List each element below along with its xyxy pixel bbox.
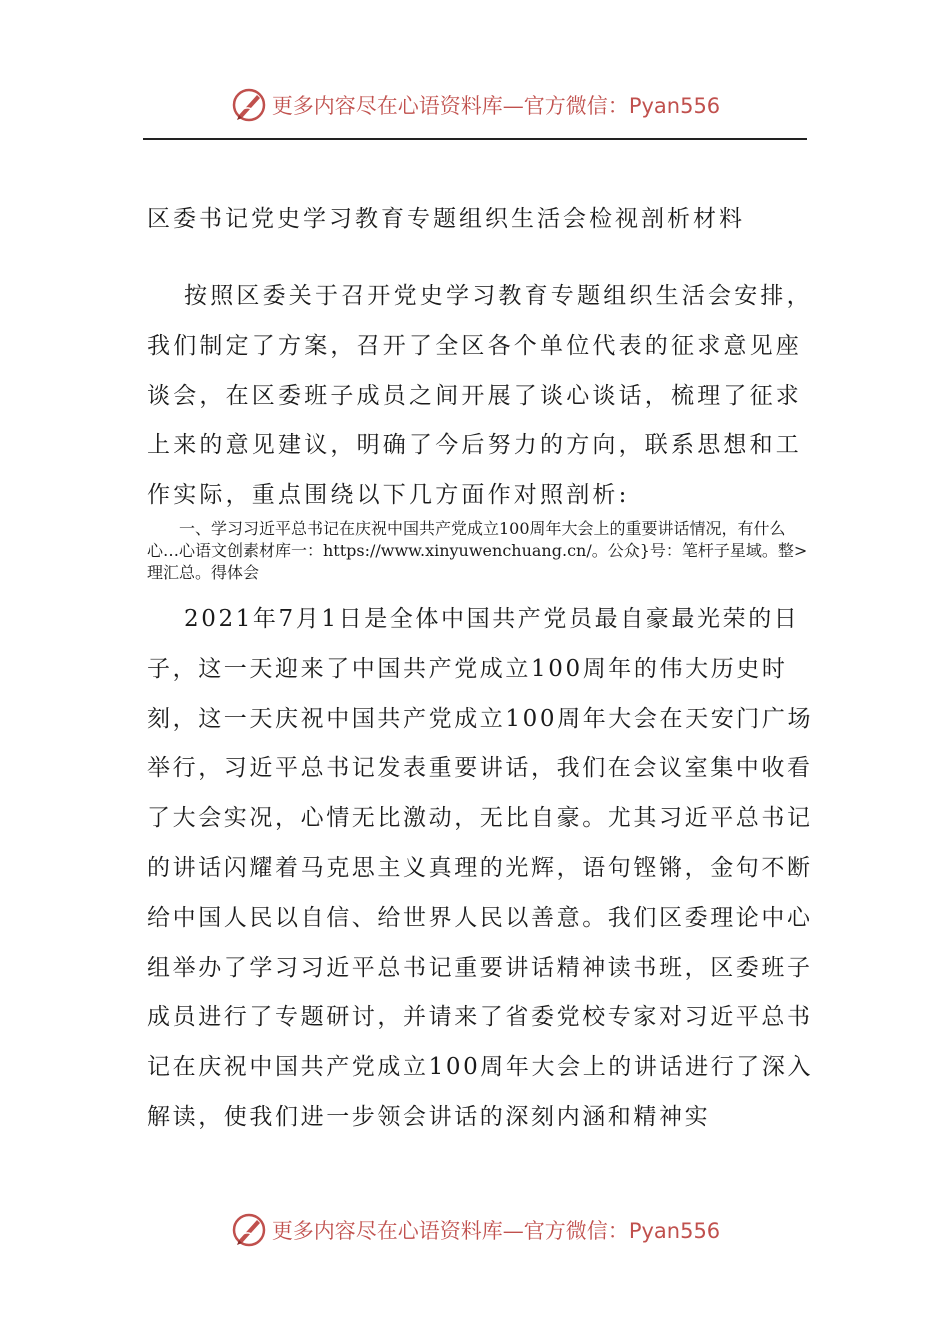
- pen-logo-icon: [230, 86, 268, 124]
- banner-text: [272, 90, 720, 120]
- document-title: 区委书记党史学习教育专题组织生活会检视剖析材料: [147, 206, 745, 232]
- section-note: 一、学习习近平总书记在庆祝中国共产党成立100周年大会上的重要讲话情况，有什么心…心语文创素材库一：https://www.xinyuwenchuang.cn/。公众}号：笔杆子星域。整>理汇总。得体会: [147, 519, 808, 582]
- paragraph-intro: 按照区委关于召开党史学习教育专题组织生活会安排，我们制定了方案，召开了全区各个单位代表的征求意见座谈会，在区委班子成员之间开展了谈心谈话，梳理了征求上来的意见建议，明确了今后努力的方向，联系思想和工作实际，重点围绕以下几方面作对照剖析:: [147, 283, 813, 509]
- banner-handle: Pyan556: [628, 94, 721, 118]
- footer-banner: [0, 1205, 950, 1255]
- header-divider: [143, 138, 807, 140]
- header-banner: [0, 80, 950, 130]
- banner-handle: Pyan556: [628, 1219, 721, 1243]
- banner-label: 更多内容尽在心语资料库—官方微信：: [271, 94, 629, 118]
- banner-text: [272, 1215, 720, 1245]
- pen-logo-icon: [230, 1211, 268, 1249]
- paragraph-body: 2021年7月1日是全体中国共产党员最自豪最光荣的日子，这一天迎来了中国共产党成立100周年的伟大历史时刻，这一天庆祝中国共产党成立100周年大会在天安门广场举行，习近平总书记发表重要讲话，我们在会议室集中收看了大会实况，心情无比激动，无比自豪。尤其习近平总书记的讲话闪耀着马克思主义真理的光辉，语句铿锵，金句不断给中国人民以自信、给世界人民以善意。我们区委理论中心组举办了学习习近平总书记重要讲话精神读书班，区委班子成员进行了专题研讨，并请来了省委党校专家对习近平总书记在庆祝中国共产党成立100周年大会上的讲话进行了深入解读，使我们进一步领会讲话的深刻内涵和精神实: [147, 606, 814, 1130]
- banner-label: 更多内容尽在心语资料库—官方微信：: [271, 1219, 629, 1243]
